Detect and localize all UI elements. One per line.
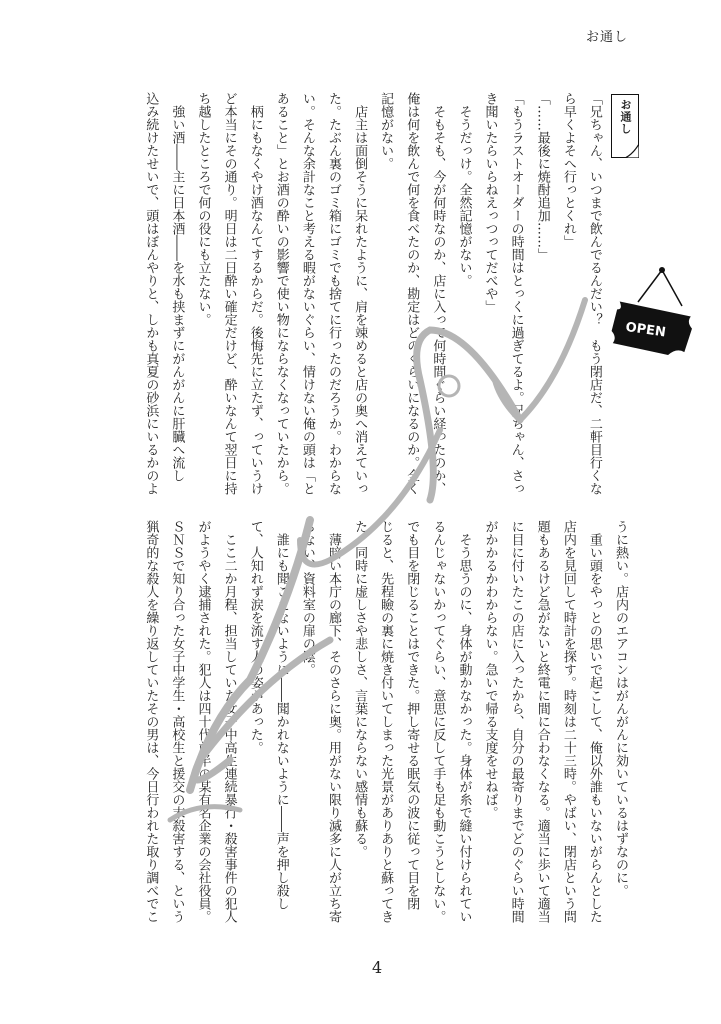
text-line: ど本当にその通り。明日は二日酔い確定だけど、酔いなんて翌日に持 [221,92,237,495]
open-sign-label: OPEN [624,319,667,341]
text-line: そう思うのに、身体が動かなかった。身体が糸で縫い付けられてい [456,520,472,923]
page-number: 4 [372,958,383,977]
text-line: た。たぶん裏のゴミ箱にゴミでも捨てに行ったのだろうか。わからな [325,92,341,495]
text-line: そもそも、今が何時なのか、店に入って何時間ぐらい経ったのか、 [430,92,446,495]
text-line: に目に付いたこの店に入ったから、自分の最寄りまでどのぐらい時間 [508,520,524,923]
bottom-text-block [137,520,633,940]
text-line: 猟奇的な殺人を繰り返していたその男は、今日行われた取り調べでこ [143,520,159,923]
text-line: 柄にもなくやけ酒なんてするからだ。後悔先に立たず、っていうけ [247,92,263,495]
open-sign-icon [610,262,700,357]
text-line: あること」とお酒の酔いの影響で使い物にならなくなっていたから。 [273,92,289,495]
text-line: でも目を閉じることはできた。押し寄せる眠気の波に従って目を閉 [404,520,420,910]
text-line: ここ二か月程、担当していた女子中高生連続暴行・殺害事件の犯人 [221,520,237,923]
text-line: るんじゃないかってぐらい、意思に反して手も足も動こうとしない。 [430,520,446,923]
text-line: 記憶がない。 [378,92,394,170]
text-line: 題もあるけど急がないと終電に間に合わなくなる。適当に歩いて適当 [534,520,550,923]
text-line: 店内を見回して時計を探す。時刻は二十三時。やばい、閉店という問 [560,520,576,923]
text-line: らない、資料室の扉の陰。 [299,520,315,676]
text-line: 「兄ちゃん、いつまで飲んでるんだい？ もう閉店だ、二軒目行くな [586,92,602,495]
text-line: 薄暗い本庁の廊下、そのさらに奥。用がない限り滅多に人が立ち寄 [325,520,341,923]
text-line: い。そんな余計なこと考える暇がないぐらい、情けない俺の頭は「と [299,92,315,495]
text-line: うに熱い。店内のエアコンはがんがんに効いているはずなのに。 [613,520,628,897]
text-line: 俺は何を飲んで何を食べたのか、勘定はどのぐらいになるのか。全く [404,92,420,495]
text-line: 「……最後に焼酎追加……」 [534,92,550,261]
text-line: 込み続けたせいで、頭はぼんやりと、しかも真夏の砂浜にいるかのよ [143,92,159,495]
top-text-block [137,92,633,502]
text-line: 店主は面倒そうに呆れたように、肩を竦めると店の奥へ消えていっ [352,92,368,495]
text-line: 「もうラストオーダーの時間はとっくに過ぎてるよ。兄ちゃん、さっ [508,92,524,495]
text-line: がようやく逮捕された。犯人は四十代前半の某有名企業の会社役員。 [195,520,211,923]
text-line: 重い頭をやっとの思いで起こして、俺以外誰もいないがらんとした [586,520,602,923]
section-tag-label: お通し [619,99,632,135]
text-line: 強い酒――主に日本酒――を水も挟まずにがんがんに肝臓へ流し [169,92,185,482]
text-line: ＳＮＳで知り合った女子中学生・高校生と援交の末殺害する、という [169,520,185,923]
text-line: ら早くよそへ行っとくれ」 [560,92,576,248]
running-header: お通し [586,30,629,45]
text-line: がかかるかわからない。急いで帰る支度をせねば。 [482,520,498,819]
text-line: き聞いたらいらねえっつってだべや」 [482,92,498,313]
text-line: そうだっけ。全然記憶がない。 [456,92,472,287]
text-line: ち越したところで何の役にも立たない。 [195,92,211,326]
text-line: じると、先程瞼の裏に焼き付いてしまった光景がありありと蘇ってき [378,520,394,923]
text-line: て、人知れず涙を流す人の姿があった。 [247,520,263,754]
text-line: 誰にも聞こえないように――聞かれないように――声を押し殺し [273,520,289,910]
text-line: た。同時に虚しさや悲しさ、言葉にならない感情も蘇る。 [352,520,368,858]
